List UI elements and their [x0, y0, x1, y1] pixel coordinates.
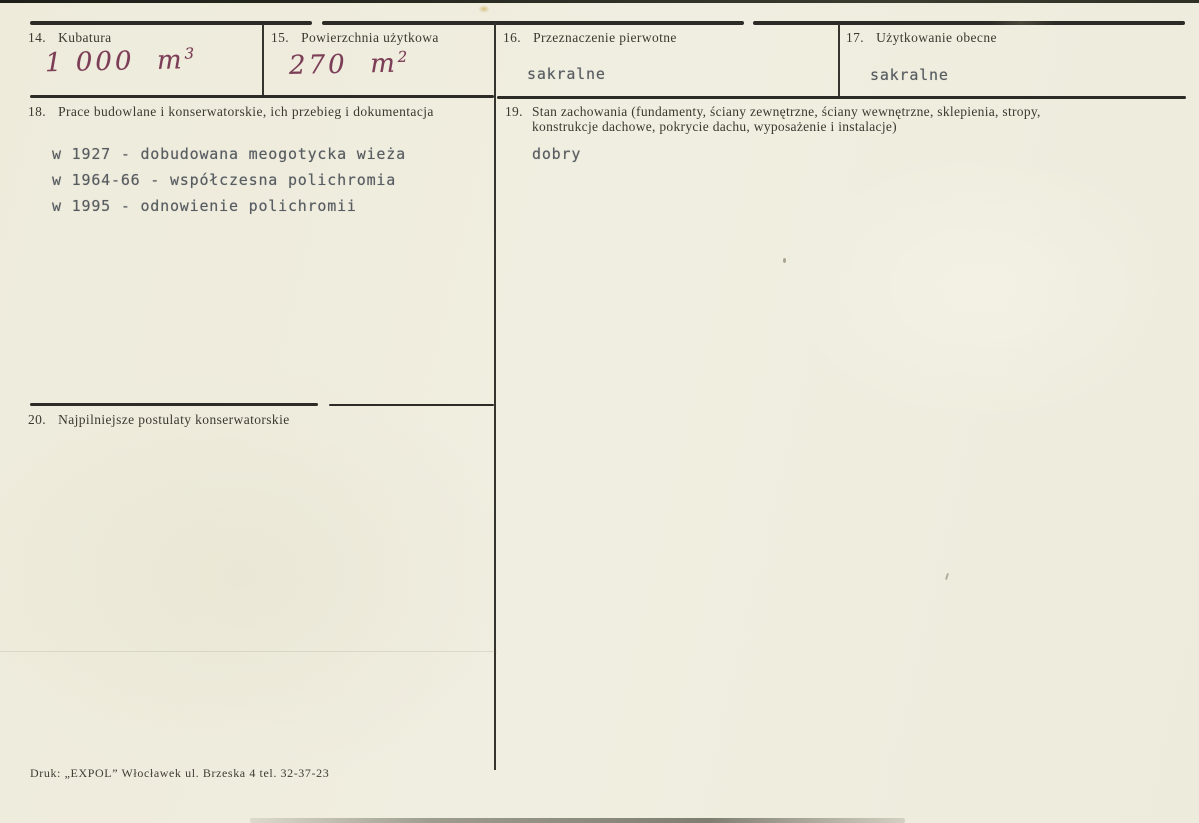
field17-number: 17.	[846, 30, 865, 45]
divider-f14-f15	[262, 24, 264, 96]
rule-under-f16-f17	[497, 96, 1186, 99]
field15-handwritten-value	[289, 48, 408, 81]
field19-number: 19.	[505, 104, 523, 119]
field16-typed-value: sakralne	[527, 65, 606, 83]
field17-title: Użytkowanie obecne	[876, 30, 997, 45]
field14-exponent: 3	[184, 44, 195, 63]
field14-handwritten-value	[45, 44, 195, 78]
divider-left-right-column	[494, 23, 496, 770]
field14-unit: m	[156, 45, 185, 76]
divider-f16-f17	[838, 24, 840, 97]
field16-title: Przeznaczenie pierwotne	[533, 30, 677, 45]
field15-title: Powierzchnia użytkowa	[301, 30, 439, 45]
field18-title: Prace budowlane i konserwatorskie, ich przebieg i dokumentacja	[58, 104, 434, 119]
field16-number: 16.	[503, 30, 522, 45]
field20-label	[28, 412, 290, 428]
paper-crease	[0, 651, 497, 652]
rule-under-f18-segment	[30, 403, 318, 406]
field15-label	[271, 30, 439, 46]
top-rule-segment	[30, 21, 312, 25]
field15-value: 270	[288, 49, 348, 81]
field15-exponent: 2	[397, 47, 408, 66]
field14-number: 14.	[28, 30, 47, 45]
field18-entry: w 1927 - dobudowana meogotycka wieża	[52, 145, 406, 163]
field14-label	[28, 30, 112, 46]
top-rule-segment	[753, 21, 1185, 25]
field14-title: Kubatura	[58, 30, 112, 45]
field14-value: 1 000	[44, 46, 135, 79]
field17-typed-value: sakralne	[870, 66, 949, 84]
field19-typed-value: dobry	[532, 145, 582, 163]
paper-stain	[478, 5, 490, 13]
rule-under-f18-segment	[329, 404, 494, 406]
rule-under-f14-f15	[30, 95, 494, 98]
scan-top-edge	[0, 0, 1199, 3]
field20-number: 20.	[28, 412, 47, 427]
field18-number: 18.	[28, 104, 47, 119]
field19-label-line2: konstrukcje dachowe, pokrycie dachu, wyposażenie i instalacje)	[532, 119, 897, 134]
field15-number: 15.	[271, 30, 290, 45]
printer-imprint: Druk: „EXPOL” Włocławek ul. Brzeska 4 tel. 32-37-23	[30, 766, 330, 780]
field18-label	[28, 104, 434, 120]
field20-title: Najpilniejsze postulaty konserwatorskie	[58, 412, 290, 427]
top-rule-segment	[322, 21, 744, 25]
paper-speck	[945, 573, 949, 580]
paper-speck	[783, 258, 786, 263]
field18-entry: w 1995 - odnowienie polichromii	[52, 197, 357, 215]
field16-label	[503, 30, 677, 46]
scan-bottom-edge	[250, 818, 905, 823]
field18-entry: w 1964-66 - współczesna polichromia	[52, 171, 397, 189]
field17-label	[846, 30, 997, 46]
field19-label-line1: Stan zachowania (fundamenty, ściany zewnętrzne, ściany wewnętrzne, sklepienia, stropy,	[532, 104, 1041, 119]
field15-unit: m	[369, 48, 399, 80]
